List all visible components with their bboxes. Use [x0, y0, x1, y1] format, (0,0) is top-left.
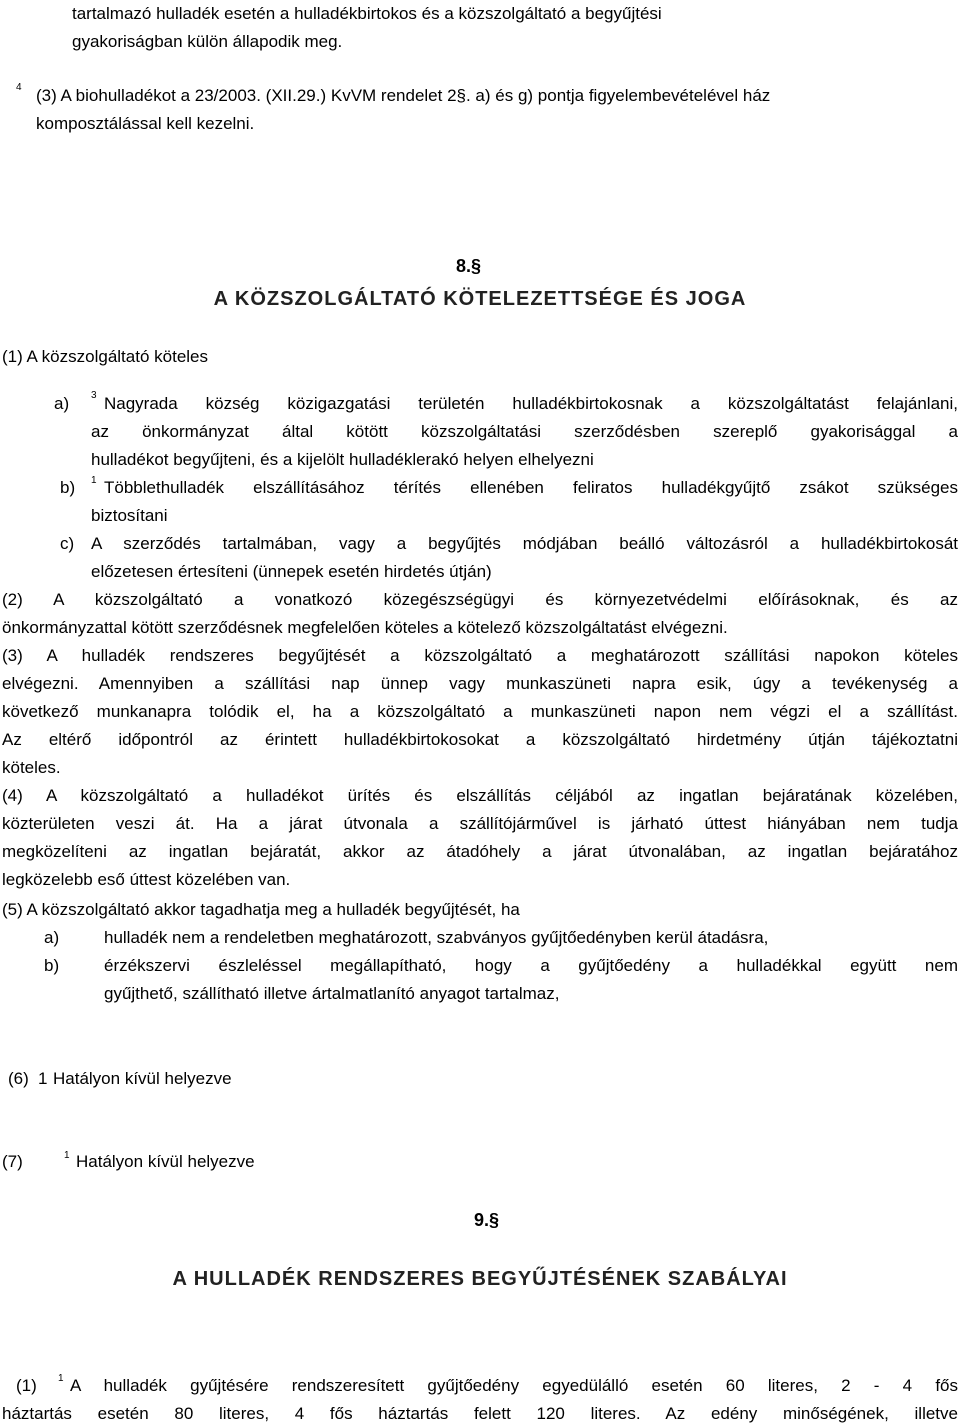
item-label: a) — [44, 928, 60, 947]
paragraph-1: (1) A közszolgáltató köteles — [2, 347, 209, 366]
paragraph-7-label: (7) — [2, 1152, 23, 1171]
item-label: b) — [60, 478, 76, 497]
paragraph-5: (5) A közszolgáltató akkor tagadhatja meg a hulladék begyűjtését, ha — [2, 900, 520, 919]
footnote-marker: 1 — [58, 1373, 64, 1384]
paragraph-4-line: (4) A közszolgáltató a hulladékot ürítés és elszállítás céljából az ingatlan bejáratának közelében, — [2, 786, 958, 805]
item-b-line: biztosítani — [91, 506, 168, 525]
paragraph-3-line: (3) A hulladék rendszeres begyűjtését a közszolgáltató a meghatározott szállítási napokon köteles — [2, 646, 958, 665]
paragraph-3-line: Az eltérő időpontról az érintett hulladékbirtokosokat a közszolgáltató hirdetmény útján tájékoztatni — [2, 730, 958, 749]
item-c-line: A szerződés tartalmában, vagy a begyűjtés módjában beálló változásról a hulladékbirtokosát — [91, 534, 958, 553]
paragraph-2-line: (2) A közszolgáltató a vonatkozó közegészségügyi és környezetvédelmi előírásoknak, és az — [2, 590, 958, 609]
item-label: c) — [60, 534, 75, 553]
paragraph-1-line: háztartás esetén 80 literes, 4 fős háztartás felett 120 literes. Az edény minőségének, illetve — [2, 1404, 958, 1423]
paragraph-1-line: A hulladék gyűjtésére rendszeresített gyűjtőedény egyedülálló esetén 60 literes, 2 - 4 fős — [70, 1376, 958, 1395]
text-line: gyakoriságban külön állapodik meg. — [72, 32, 343, 51]
footnote-marker: 1 — [64, 1150, 70, 1161]
text-line: (3) A biohulladékot a 23/2003. (XII.29.) KvVM rendelet 2§. a) és g) pontja figyelembevételével ház — [36, 86, 771, 105]
paragraph-6-label: (6) — [8, 1069, 29, 1088]
section-number: 9.§ — [474, 1210, 500, 1230]
item-text: érzékszervi észleléssel megállapítható, hogy a gyűjtőedény a hulladékkal együtt nem — [104, 956, 958, 975]
footnote-marker: 3 — [91, 390, 97, 401]
paragraph-4-line: legközelebb eső úttest közelében van. — [2, 870, 291, 889]
text-line: komposztálással kell kezelni. — [36, 114, 255, 133]
footnote-marker: 1 — [91, 475, 97, 486]
item-text: hulladék nem a rendeletben meghatározott, szabványos gyűjtőedényben kerül átadásra, — [104, 928, 769, 947]
paragraph-1-label: (1) — [16, 1376, 37, 1395]
section-number: 8.§ — [456, 256, 482, 276]
section-title: A KÖZSZOLGÁLTATÓ KÖTELEZETTSÉGE ÉS JOGA — [213, 288, 747, 310]
item-a-line: Nagyrada község közigazgatási területén hulladékbirtokosnak a közszolgáltatást felajánlani, — [104, 394, 958, 413]
item-label: a) — [54, 394, 70, 413]
item-c-line: előzetesen értesíteni (ünnepek esetén hirdetés útján) — [91, 562, 492, 581]
paragraph-3-line: következő munkanapra tolódik el, ha a közszolgáltató a munkaszüneti napon nem végzi el a szállítást. — [2, 702, 958, 721]
item-b-line: Többlethulladék elszállításához térítés ellenében feliratos hulladékgyűjtő zsákot szükséges — [104, 478, 958, 497]
section-title: A HULLADÉK RENDSZERES BEGYŰJTÉSÉNEK SZABÁLYAI — [172, 1268, 788, 1290]
item-text: gyűjthető, szállítható illetve ártalmatlanító anyagot tartalmaz, — [104, 984, 560, 1003]
paragraph-3-line: köteles. — [2, 758, 61, 777]
text-line: tartalmazó hulladék esetén a hulladékbirtokos és a közszolgáltató a begyűjtési — [72, 4, 662, 23]
paragraph-4-line: közterületen veszi át. Ha a járat útvonala a szállítójárművel is járható úttest hiányában nem tudja — [2, 814, 958, 833]
paragraph-3-line: elvégezni. Amennyiben a szállítási nap ünnep vagy munkaszüneti napra esik, úgy a tevékenység a — [2, 674, 958, 693]
footnote-marker: 4 — [16, 82, 22, 93]
paragraph-7: Hatályon kívül helyezve — [76, 1152, 255, 1171]
paragraph-6: Hatályon kívül helyezve — [53, 1069, 232, 1088]
item-label: b) — [44, 956, 60, 975]
footnote-marker: 1 — [38, 1069, 48, 1088]
item-a-line: hulladékot begyűjteni, és a kijelölt hulladéklerakó helyen elhelyezni — [91, 450, 594, 469]
paragraph-4-line: megközelíteni az ingatlan bejáratát, akkor az átadóhely a járat útvonalában, az ingatlan bejáratához — [2, 842, 958, 861]
item-a-line: az önkormányzat által kötött közszolgáltatási szerződésben szereplő gyakorisággal a — [91, 422, 958, 441]
paragraph-2-line: önkormányzattal kötött szerződésnek megfelelően köteles a kötelező közszolgáltatást elvégezni. — [2, 618, 728, 637]
